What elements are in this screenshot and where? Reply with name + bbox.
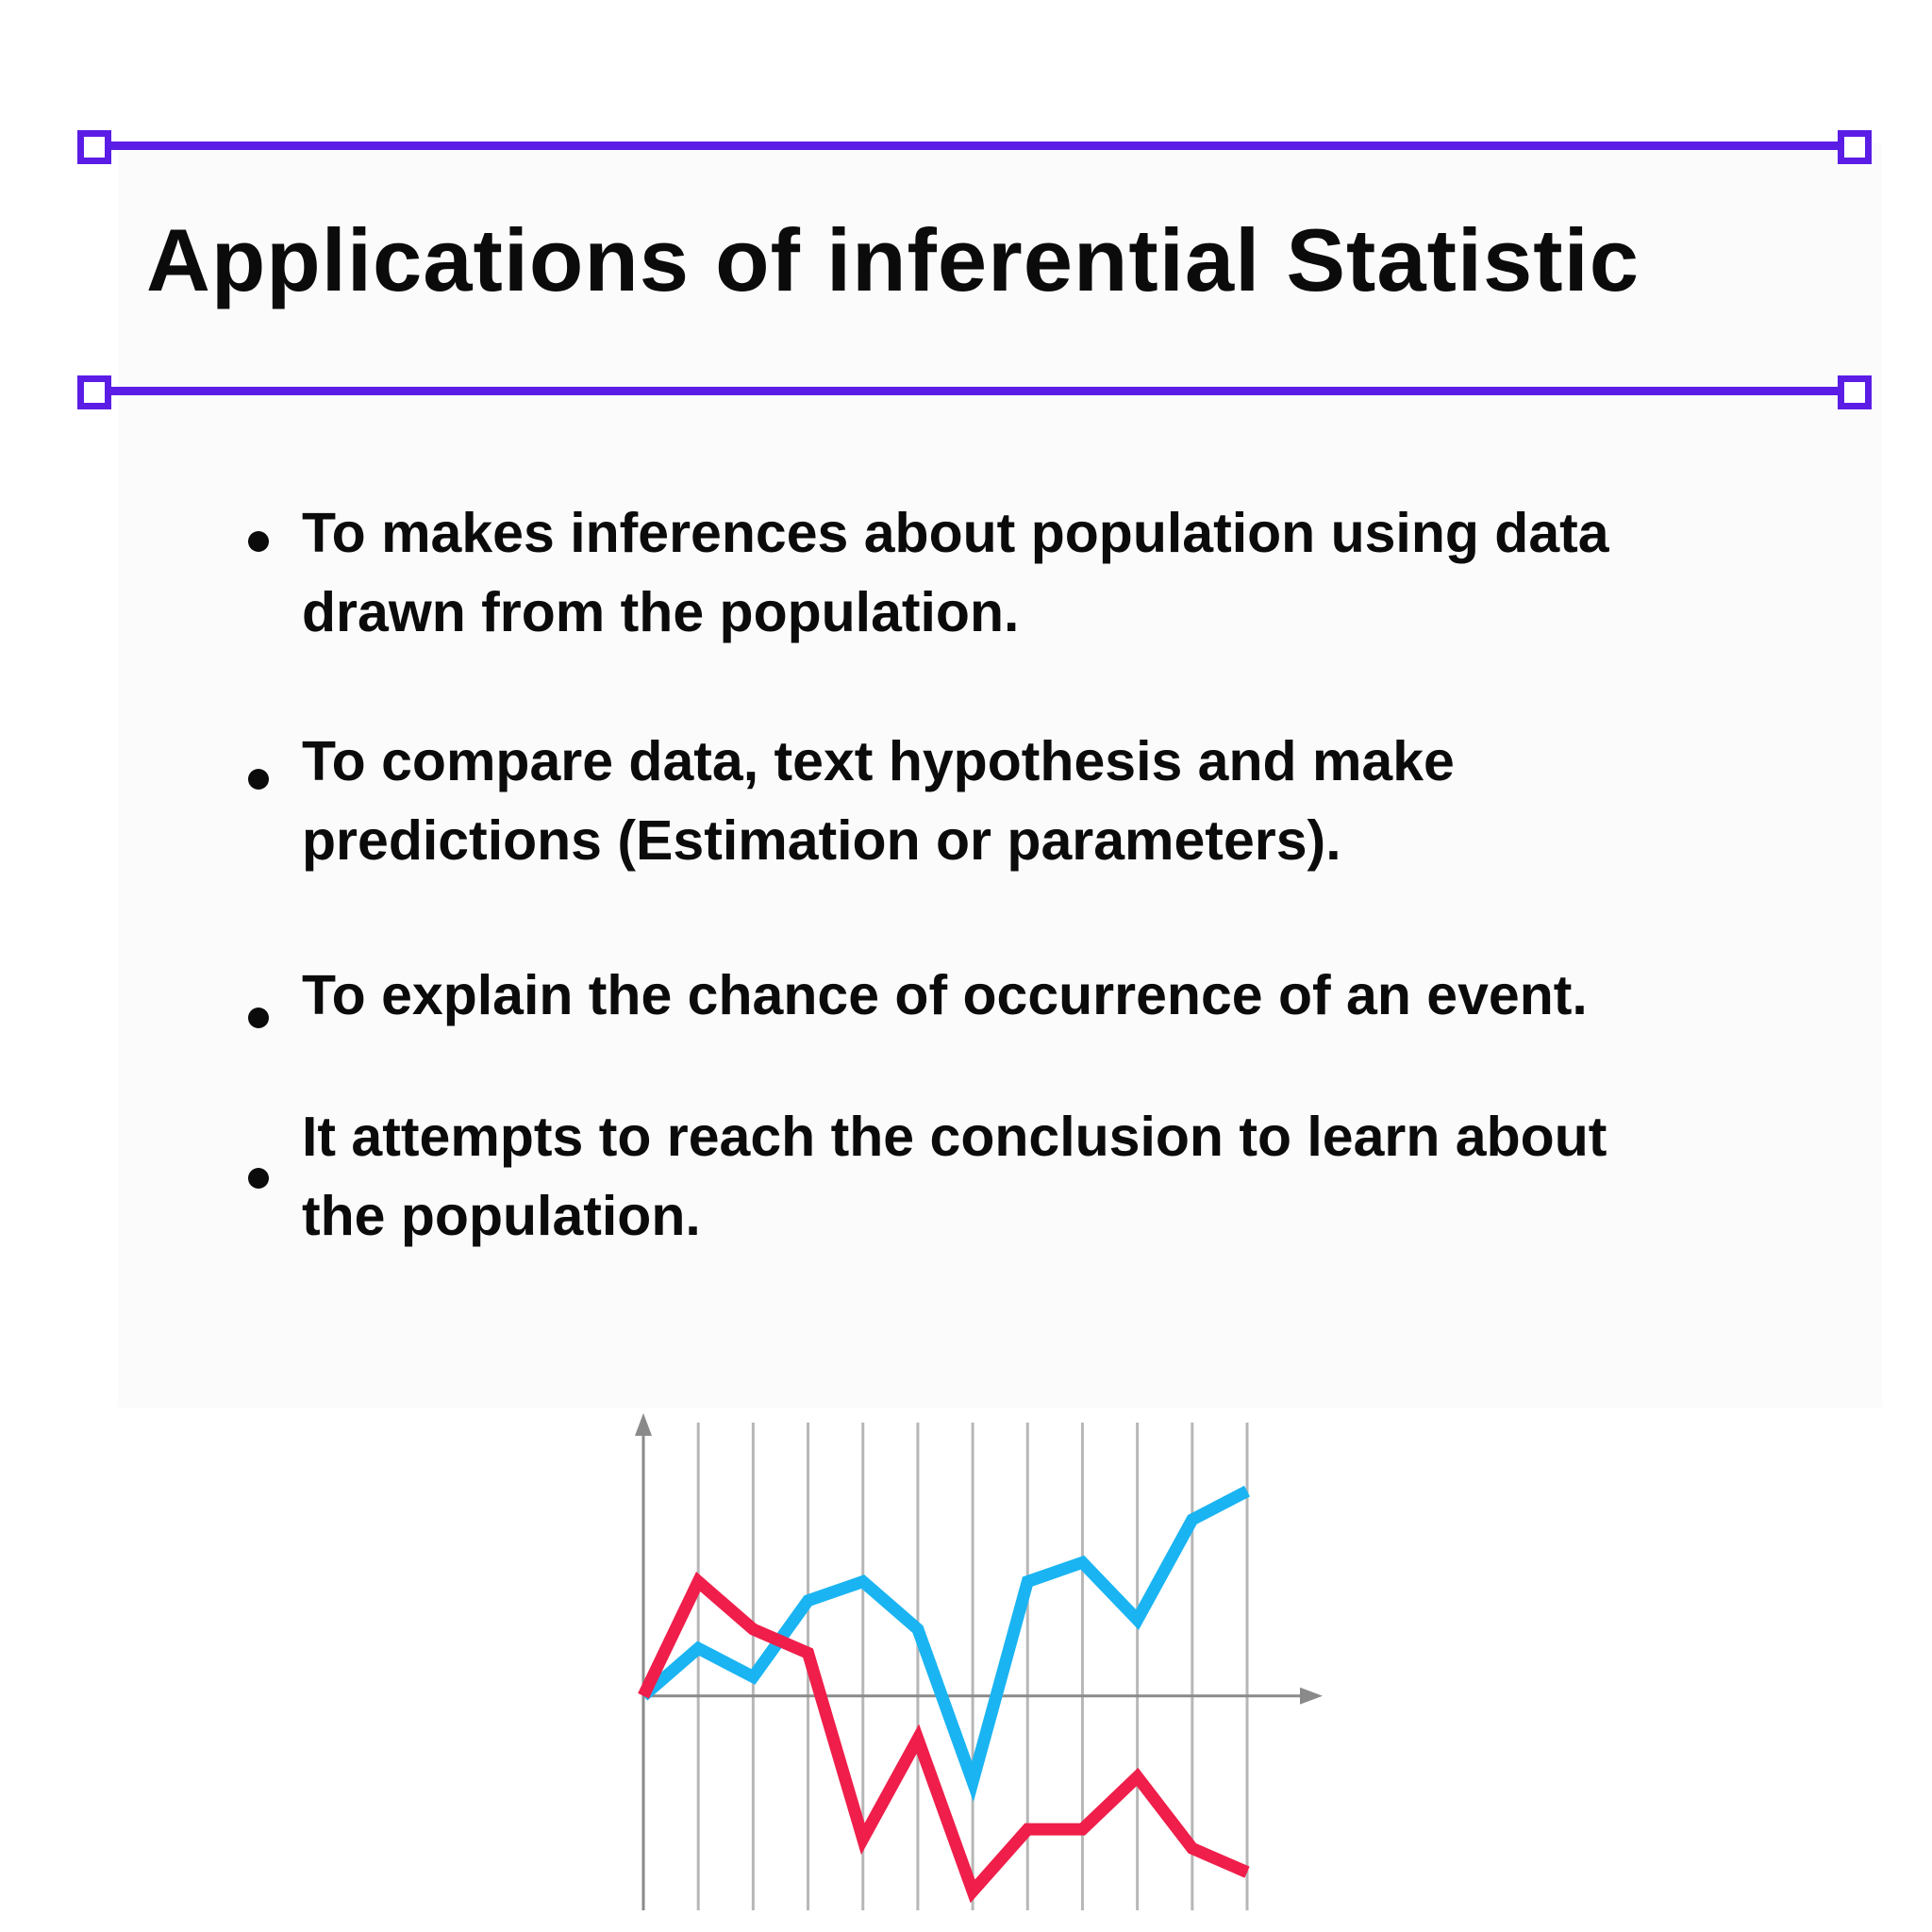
title-top-rule [92,142,1853,150]
bullet-item [302,956,1679,1035]
series-line-2 [643,1582,1247,1891]
x-axis-arrow-icon [1300,1688,1323,1705]
title-bottom-rule [92,387,1853,395]
data-point [917,1739,918,1740]
data-point [1191,1519,1192,1520]
data-point [1082,1829,1083,1830]
data-point [1027,1829,1028,1830]
selection-handle-icon[interactable] [77,130,111,164]
y-axis-arrow-icon [635,1413,652,1436]
series-line-1 [643,1491,1247,1782]
bullet-item [302,722,1679,880]
selection-handle-icon[interactable] [1838,130,1872,164]
data-point [753,1676,754,1677]
bullet-text: It attempts to reach the conclusion to learn about the population. [302,1106,1607,1247]
data-point [643,1695,644,1696]
bullet-dot-icon [248,531,269,552]
data-point [1082,1562,1083,1563]
bullet-text: To explain the chance of occurrence of an event. [302,964,1588,1026]
data-point [698,1581,699,1582]
data-point [917,1629,918,1630]
bullet-item [302,493,1679,652]
data-point [1137,1619,1138,1620]
bullet-text: To compare data, text hypothesis and make predictions (Estimation or parameters). [302,730,1455,872]
data-point [753,1629,754,1630]
bullet-dot-icon [248,1168,269,1189]
selection-handle-icon[interactable] [1838,375,1872,409]
data-point [1247,1872,1248,1873]
data-point [862,1839,863,1840]
bullet-dot-icon [248,769,269,790]
selection-handle-icon[interactable] [77,375,111,409]
data-point [1137,1776,1138,1777]
bullet-item [302,1097,1679,1256]
data-point [1027,1581,1028,1582]
line-chart [623,1406,1340,1915]
data-point [1191,1848,1192,1849]
data-point [698,1648,699,1649]
data-point [973,1781,974,1782]
bullet-dot-icon [248,1008,269,1028]
data-point [973,1890,974,1891]
data-point [862,1581,863,1582]
slide-title: Applications of inferential Statistic [146,210,1640,309]
bullet-text: To makes inferences about population using data drawn from the population. [302,502,1609,643]
